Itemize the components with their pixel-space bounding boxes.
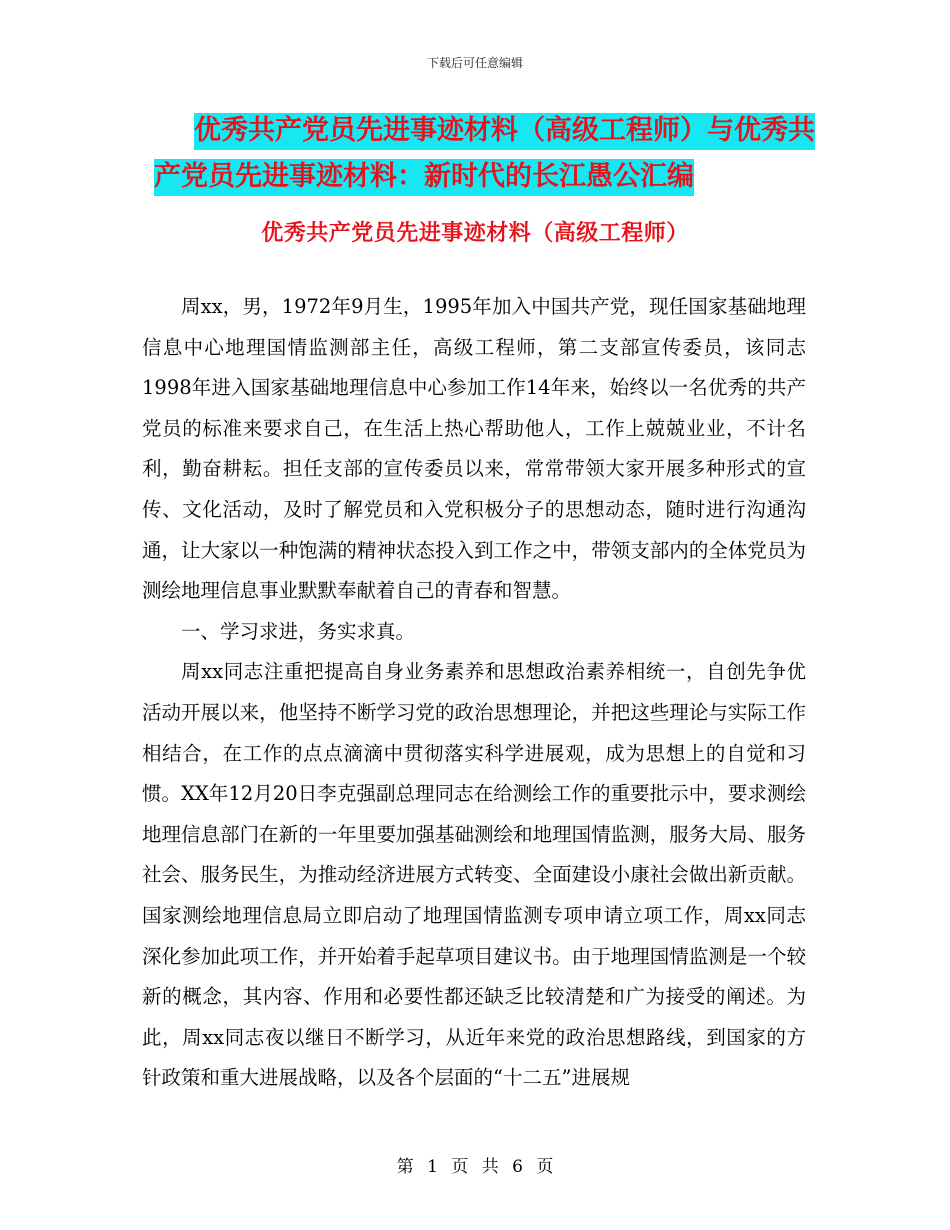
title-highlight-2: 产党员先进事迹材料：新时代的长江愚公汇编 [154,159,694,196]
page-header-note: 下载后可任意编辑 [426,56,523,70]
document-title-line-1 [140,108,820,154]
document-title [140,108,820,200]
document-body [142,287,806,1099]
document-title-line-2 [140,154,820,200]
body-paragraph-study: 周xx同志注重把提高自身业务素养和思想政治素养相统一，自创先争优活动开展以来，他坚持不断学习党的政治思想理论，并把这些理论与实际工作相结合，在工作的点点滴滴中贯彻落实科学进展观，成为思想上的自觉和习惯。XX年12月20日李克强副总理同志在给测绘工作的重要批示中，要求测绘地理信息部门在新的一年里要加强基础测绘和地理国情监测，服务大局、服务社会、服务民生，为推动经济进展方式转变、全面建设小康社会做出新贡献。国家测绘地理信息局立即启动了地理国情监测专项申请立项工作，周xx同志深化参加此项工作，并开始着手起草项目建议书。由于地理国情监测是一个较新的概念，其内容、作用和必要性都还缺乏比较清楚和广为接受的阐述。为此，周xx同志夜以继日不断学习，从近年来党的政治思想路线，到国家的方针政策和重大进展战略，以及各个层面的“十二五”进展规 [142,660,806,1090]
body-paragraph-intro: 周xx，男，1972年9月生，1995年加入中国共产党，现任国家基础地理信息中心地理国情监测部主任，高级工程师，第二支部宣传委员，该同志1998年进入国家基础地理信息中心参加工作14年来，始终以一名优秀的共产党员的标准来要求自己，在生活上热心帮助他人，工作上兢兢业业，不计名利，勤奋耕耘。担任支部的宣传委员以来，常常带领大家开展多种形式的宣传、文化活动，及时了解党员和入党积极分子的思想动态，随时进行沟通沟通，让大家以一种饱满的精神状态投入到工作之中，带领支部内的全体党员为测绘地理信息事业默默奉献着自己的青春和智慧。 [142,295,806,603]
section-title: 优秀共产党员先进事迹材料（高级工程师） [261,221,689,246]
body-heading-1: 一、学习求进，务实求真。 [181,619,416,643]
title-highlight-1: 优秀共产党员先进事迹材料（高级工程师）与优秀共 [194,113,815,150]
page-footer: 第 1 页 共 6 页 [396,1157,554,1177]
